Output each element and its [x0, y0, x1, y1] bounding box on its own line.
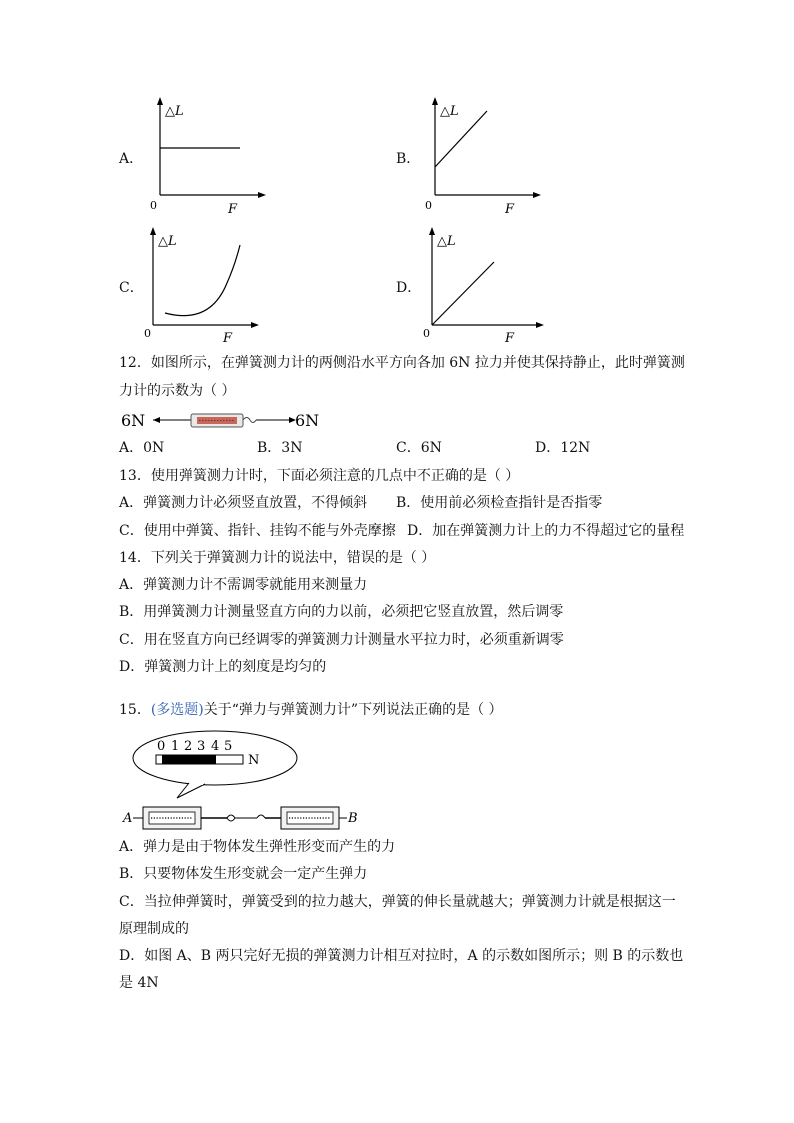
q15-option-b: B．只要物体发生形变就会一定产生弹力	[119, 866, 368, 882]
graph-c-ylabel: △L	[158, 234, 177, 249]
graph-c	[135, 225, 265, 350]
q15-option-c-line1: C．当拉伸弹簧时，弹簧受到的拉力越大，弹簧的伸长量就越大；弹簧测力计就是根据这一	[119, 894, 676, 910]
scale-label-0: 0	[157, 739, 166, 754]
graph-c-curve	[165, 245, 240, 316]
graph-d	[412, 225, 552, 350]
q13-option-c: C．使用中弹簧、指针、挂钩不能与外壳摩擦	[119, 523, 396, 539]
graph-a-xlabel: F	[228, 202, 238, 217]
q14-option-c: C．用在竖直方向已经调零的弹簧测力计测量水平拉力时，必须重新调零	[119, 632, 564, 648]
option-a-label: A．	[119, 151, 144, 167]
label-a: A	[123, 811, 133, 826]
scale-label-5: 5	[224, 739, 233, 754]
graph-d-ylabel: △L	[437, 234, 456, 249]
option-c-label: C．	[119, 280, 144, 296]
graph-b-xlabel: F	[505, 202, 515, 217]
q12-stem-line1: 12．如图所示，在弹簧测力计的两侧沿水平方向各加 6N 拉力并使其保持静止，此时弹簧测	[119, 355, 685, 371]
scale-label-1: 1	[171, 739, 180, 754]
q14-option-b: B．用弹簧测力计测量竖直方向的力以前，必须把它竖直放置，然后调零	[119, 604, 564, 620]
graph-b-ylabel: △L	[440, 104, 459, 119]
q14-stem: 14．下列关于弹簧测力计的说法中，错误的是（ ）	[119, 550, 436, 566]
q12-option-a: A．0N	[119, 440, 165, 456]
graph-b	[415, 95, 545, 220]
graph-a-origin: 0	[150, 199, 157, 212]
q12-spring-scale-figure	[119, 405, 329, 435]
q14-option-d: D．弹簧测力计上的刻度是均匀的	[119, 659, 327, 675]
q12-option-c: C．6N	[396, 440, 442, 456]
q14-option-a: A．弹簧测力计不需调零就能用来测量力	[119, 577, 368, 593]
graph-a-ylabel: △L	[165, 104, 184, 119]
q13-option-d: D．加在弹簧测力计上的力不得超过它的量程	[407, 523, 685, 539]
q15-number: 15．	[119, 702, 151, 718]
q13-option-a: A．弹簧测力计必须竖直放置，不得倾斜	[119, 495, 368, 511]
q12-left-force: 6N	[121, 411, 146, 430]
q12-option-b: B．3N	[257, 440, 303, 456]
option-b-label: B．	[396, 151, 421, 167]
q12-stem-line2: 力计的示数为（ ）	[119, 383, 236, 399]
q13-option-b: B．使用前必须检查指针是否指零	[396, 495, 603, 511]
q15-stem	[119, 700, 503, 720]
option-d-label: D．	[396, 280, 422, 296]
graph-d-curve	[432, 262, 494, 325]
q13-stem: 13．使用弹簧测力计时，下面必须注意的几点中不正确的是（ ）	[119, 468, 520, 484]
scale-unit: N	[248, 753, 260, 768]
label-b: B	[348, 811, 358, 826]
q12-option-d: D．12N	[535, 440, 591, 456]
scale-label-4: 4	[211, 739, 220, 754]
graph-a	[140, 95, 270, 220]
q15-option-d-line1: D．如图 A、B 两只完好无损的弹簧测力计相互对拉时，A 的示数如图所示；则 B 的示数也	[119, 948, 684, 964]
q15-spring-scales-figure	[119, 728, 379, 832]
scale-label-2: 2	[184, 739, 193, 754]
q15-multi-select-tag: (多选题)	[150, 702, 204, 718]
graph-b-origin: 0	[425, 199, 432, 212]
graph-c-origin: 0	[144, 327, 151, 340]
q15-stem-text: 关于“弹力与弹簧测力计”下列说法正确的是（ ）	[203, 702, 503, 718]
graph-b-curve	[435, 111, 487, 167]
scale-label-3: 3	[197, 739, 206, 754]
graph-d-origin: 0	[423, 327, 430, 340]
q15-option-a: A．弹力是由于物体发生弹性形变而产生的力	[119, 839, 396, 855]
graph-d-xlabel: F	[505, 331, 515, 346]
q15-option-d-line2: 是 4N	[119, 975, 159, 991]
q12-right-force: 6N	[295, 411, 320, 430]
graph-c-xlabel: F	[223, 331, 233, 346]
q15-option-c-line2: 原理制成的	[119, 921, 189, 937]
